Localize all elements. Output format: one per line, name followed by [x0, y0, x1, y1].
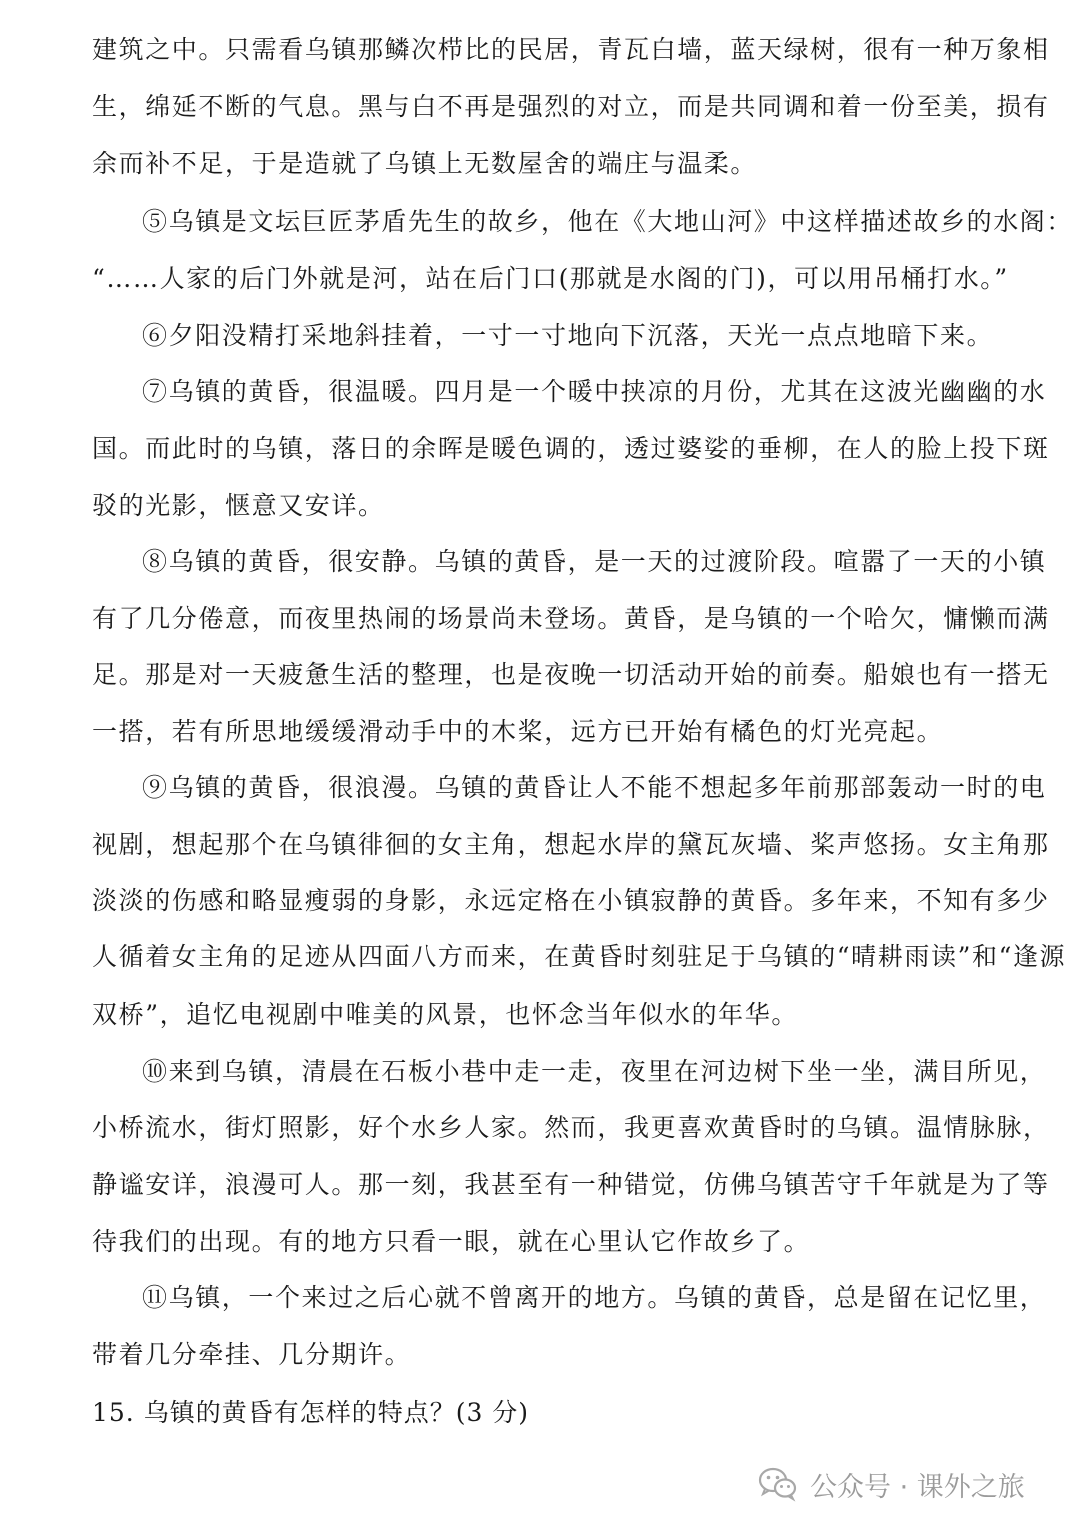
text-line: 国。而此时的乌镇，落日的余晖是暖色调的，透过婆娑的垂柳，在人的脸上投下斑 [92, 434, 1050, 463]
wechat-icon [758, 1466, 798, 1502]
text-line: 淡淡的伤感和略显瘦弱的身影，永远定格在小镇寂静的黄昏。多年来，不知有多少 [92, 886, 1050, 915]
text-line: 视剧，想起那个在乌镇徘徊的女主角，想起水岸的黛瓦灰墙、桨声悠扬。女主角那 [92, 830, 1050, 859]
text-line: 带着几分牵挂、几分期许。 [92, 1340, 412, 1369]
text-line: 余而补不足，于是造就了乌镇上无数屋舍的端庄与温柔。 [92, 149, 758, 178]
paragraph-11-start: ⑪乌镇，一个来过之后心就不曾离开的地方。乌镇的黄昏，总是留在记忆里， [142, 1283, 1047, 1312]
paragraph-5-start: ⑤乌镇是文坛巨匠茅盾先生的故乡，他在《大地山河》中这样描述故乡的水阁： [142, 207, 1074, 236]
text-line: 静谧安详，浪漫可人。那一刻，我甚至有一种错觉，仿佛乌镇苦守千年就是为了等 [92, 1170, 1050, 1199]
watermark [758, 1462, 1025, 1506]
question-15: 15. 乌镇的黄昏有怎样的特点？(3 分) [92, 1398, 530, 1427]
text-line: 待我们的出现。有的地方只看一眼，就在心里认它作故乡了。 [92, 1227, 811, 1256]
text-line: 有了几分倦意，而夜里热闹的场景尚未登场。黄昏，是乌镇的一个哈欠，慵懒而满 [92, 604, 1050, 633]
text-line: 人循着女主角的足迹从四面八方而来，在黄昏时刻驻足于乌镇的“晴耕雨读”和“逢源 [92, 942, 1067, 971]
text-line: 驳的光影，惬意又安详。 [92, 491, 385, 520]
text-line: 生，绵延不断的气息。黑与白不再是强烈的对立，而是共同调和着一份至美，损有 [92, 92, 1050, 121]
text-line: 建筑之中。只需看乌镇那鳞次栉比的民居，青瓦白墙，蓝天绿树，很有一种万象相 [92, 35, 1050, 64]
text-line: “……人家的后门外就是河，站在后门口(那就是水阁的门)，可以用吊桶打水。” [92, 264, 1009, 293]
paragraph-10-start: ⑩来到乌镇，清晨在石板小巷中走一走，夜里在河边树下坐一坐，满目所见， [142, 1057, 1047, 1086]
text-line: 足。那是对一天疲惫生活的整理，也是夜晚一切活动开始的前奏。船娘也有一搭无 [92, 660, 1050, 689]
text-line: 双桥”，追忆电视剧中唯美的风景，也怀念当年似水的年华。 [92, 1000, 798, 1029]
paragraph-6-start: ⑥夕阳没精打采地斜挂着，一寸一寸地向下沉落，天光一点点地暗下来。 [142, 321, 994, 350]
text-line: 小桥流水，街灯照影，好个水乡人家。然而，我更喜欢黄昏时的乌镇。温情脉脉， [92, 1113, 1050, 1142]
paragraph-7-start: ⑦乌镇的黄昏，很温暖。四月是一个暖中挟凉的月份，尤其在这波光幽幽的水 [142, 377, 1047, 406]
watermark-text: 公众号 · 课外之旅 [810, 1471, 1025, 1503]
paragraph-8-start: ⑧乌镇的黄昏，很安静。乌镇的黄昏，是一天的过渡阶段。喧嚣了一天的小镇 [142, 547, 1047, 576]
text-line: 一搭，若有所思地缓缓滑动手中的木桨，远方已开始有橘色的灯光亮起。 [92, 717, 944, 746]
paragraph-9-start: ⑨乌镇的黄昏，很浪漫。乌镇的黄昏让人不能不想起多年前那部轰动一时的电 [142, 773, 1047, 802]
